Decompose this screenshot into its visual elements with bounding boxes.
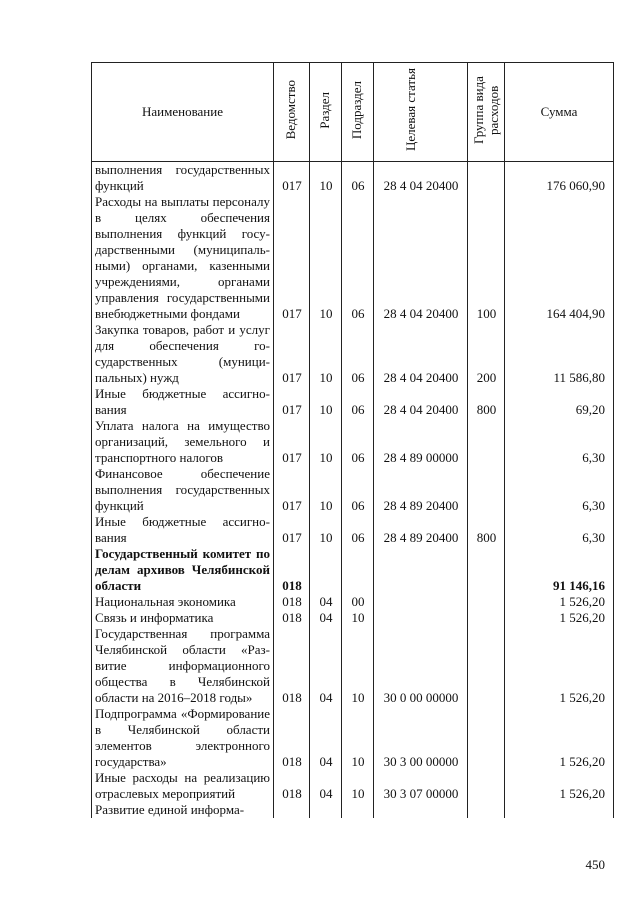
row-subsection: 06 — [342, 162, 374, 195]
header-expense-group: Группа вида расходов — [468, 63, 505, 162]
row-target — [374, 610, 468, 626]
table-row — [92, 466, 614, 514]
row-name: Государственная программа Челябинской области «Развитие информационного общества в Челябинской области на 2016–2018 годы» — [92, 626, 274, 706]
row-name: Национальная экономика — [92, 594, 274, 610]
row-expense-group — [468, 162, 505, 195]
row-name: Иные бюджетные ассигнования — [92, 386, 274, 418]
row-name: Расходы на выплаты персоналу в целях обеспечения выполнения функций государственными (муниципальными) органами, казенными учреждениями, органами управления государственными внебюджетными фондами — [92, 194, 274, 322]
header-subsection: Подраздел — [342, 63, 374, 162]
table-row — [92, 194, 614, 322]
row-subsection: 10 — [342, 626, 374, 706]
header-target: Целевая статья — [374, 63, 468, 162]
row-department: 017 — [274, 466, 310, 514]
row-expense-group — [468, 706, 505, 770]
row-amount: 91 146,16 — [505, 546, 614, 594]
table-row — [92, 594, 614, 610]
table-row — [92, 546, 614, 594]
row-department: 017 — [274, 322, 310, 386]
table-body — [92, 162, 614, 819]
row-name: Связь и информатика — [92, 610, 274, 626]
row-amount: 6,30 — [505, 514, 614, 546]
row-department — [274, 802, 310, 818]
row-department: 017 — [274, 194, 310, 322]
row-subsection — [342, 802, 374, 818]
row-amount: 11 586,80 — [505, 322, 614, 386]
row-target: 30 3 07 00000 — [374, 770, 468, 802]
row-target — [374, 594, 468, 610]
row-name: Развитие единой информа- — [92, 802, 274, 818]
page-number: 450 — [585, 857, 605, 872]
row-section — [310, 546, 342, 594]
row-department: 018 — [274, 770, 310, 802]
row-department: 017 — [274, 386, 310, 418]
row-name: Иные расходы на реализацию отраслевых мероприятий — [92, 770, 274, 802]
row-subsection: 06 — [342, 386, 374, 418]
row-department: 018 — [274, 610, 310, 626]
row-section: 10 — [310, 514, 342, 546]
row-subsection: 10 — [342, 610, 374, 626]
row-section: 10 — [310, 386, 342, 418]
header-section: Раздел — [310, 63, 342, 162]
row-amount: 1 526,20 — [505, 770, 614, 802]
row-expense-group — [468, 626, 505, 706]
row-amount: 69,20 — [505, 386, 614, 418]
row-target: 28 4 89 20400 — [374, 466, 468, 514]
row-name: Уплата налога на имущество организаций, земельного и транспортного налогов — [92, 418, 274, 466]
row-name: выполнения государственных функций — [92, 162, 274, 195]
table-row — [92, 418, 614, 466]
row-amount: 164 404,90 — [505, 194, 614, 322]
table-row — [92, 386, 614, 418]
row-department: 018 — [274, 594, 310, 610]
row-name: Иные бюджетные ассигнования — [92, 514, 274, 546]
row-amount — [505, 802, 614, 818]
table-row — [92, 610, 614, 626]
row-amount: 6,30 — [505, 418, 614, 466]
row-department: 017 — [274, 162, 310, 195]
row-amount: 176 060,90 — [505, 162, 614, 195]
row-expense-group: 800 — [468, 514, 505, 546]
row-department: 017 — [274, 418, 310, 466]
row-section: 10 — [310, 466, 342, 514]
row-target: 28 4 89 00000 — [374, 418, 468, 466]
row-section: 10 — [310, 418, 342, 466]
row-expense-group — [468, 546, 505, 594]
row-target: 28 4 04 20400 — [374, 386, 468, 418]
row-target: 30 3 00 00000 — [374, 706, 468, 770]
row-amount: 1 526,20 — [505, 594, 614, 610]
row-amount: 6,30 — [505, 466, 614, 514]
row-subsection: 10 — [342, 770, 374, 802]
row-target: 28 4 04 20400 — [374, 194, 468, 322]
row-expense-group — [468, 802, 505, 818]
table-row — [92, 802, 614, 818]
row-subsection: 00 — [342, 594, 374, 610]
row-department: 018 — [274, 706, 310, 770]
row-amount: 1 526,20 — [505, 706, 614, 770]
row-target — [374, 802, 468, 818]
row-department: 018 — [274, 626, 310, 706]
row-subsection: 06 — [342, 514, 374, 546]
row-expense-group — [468, 770, 505, 802]
row-section: 04 — [310, 770, 342, 802]
row-name: Финансовое обеспечение выполнения государственных функций — [92, 466, 274, 514]
row-name: Государственный комитет по делам архивов Челябинской области — [92, 546, 274, 594]
row-name: Закупка товаров, работ и услуг для обеспечения государственных (муниципальных) нужд — [92, 322, 274, 386]
row-subsection — [342, 546, 374, 594]
row-expense-group — [468, 610, 505, 626]
header-department: Ведомство — [274, 63, 310, 162]
row-expense-group: 100 — [468, 194, 505, 322]
row-subsection: 06 — [342, 194, 374, 322]
budget-table — [91, 62, 614, 818]
row-target: 28 4 04 20400 — [374, 322, 468, 386]
table-row — [92, 322, 614, 386]
table-row — [92, 770, 614, 802]
table-row — [92, 162, 614, 195]
header-name: Наименование — [92, 63, 274, 162]
row-target — [374, 546, 468, 594]
row-department: 018 — [274, 546, 310, 594]
row-amount: 1 526,20 — [505, 626, 614, 706]
row-section — [310, 802, 342, 818]
table-header-row — [92, 63, 614, 162]
row-target: 30 0 00 00000 — [374, 626, 468, 706]
row-section: 04 — [310, 610, 342, 626]
row-section: 04 — [310, 594, 342, 610]
row-target: 28 4 04 20400 — [374, 162, 468, 195]
row-subsection: 06 — [342, 466, 374, 514]
row-section: 10 — [310, 162, 342, 195]
row-section: 10 — [310, 322, 342, 386]
row-expense-group: 800 — [468, 386, 505, 418]
row-section: 04 — [310, 626, 342, 706]
row-amount: 1 526,20 — [505, 610, 614, 626]
row-subsection: 06 — [342, 322, 374, 386]
row-section: 10 — [310, 194, 342, 322]
row-expense-group — [468, 466, 505, 514]
row-department: 017 — [274, 514, 310, 546]
table-row — [92, 626, 614, 706]
row-subsection: 06 — [342, 418, 374, 466]
header-amount: Сумма — [505, 63, 614, 162]
row-section: 04 — [310, 706, 342, 770]
row-expense-group: 200 — [468, 322, 505, 386]
table-row — [92, 706, 614, 770]
table-row — [92, 514, 614, 546]
row-subsection: 10 — [342, 706, 374, 770]
row-target: 28 4 89 20400 — [374, 514, 468, 546]
row-name: Подпрограмма «Формирование в Челябинской области элементов электронного государства» — [92, 706, 274, 770]
row-expense-group — [468, 594, 505, 610]
row-expense-group — [468, 418, 505, 466]
